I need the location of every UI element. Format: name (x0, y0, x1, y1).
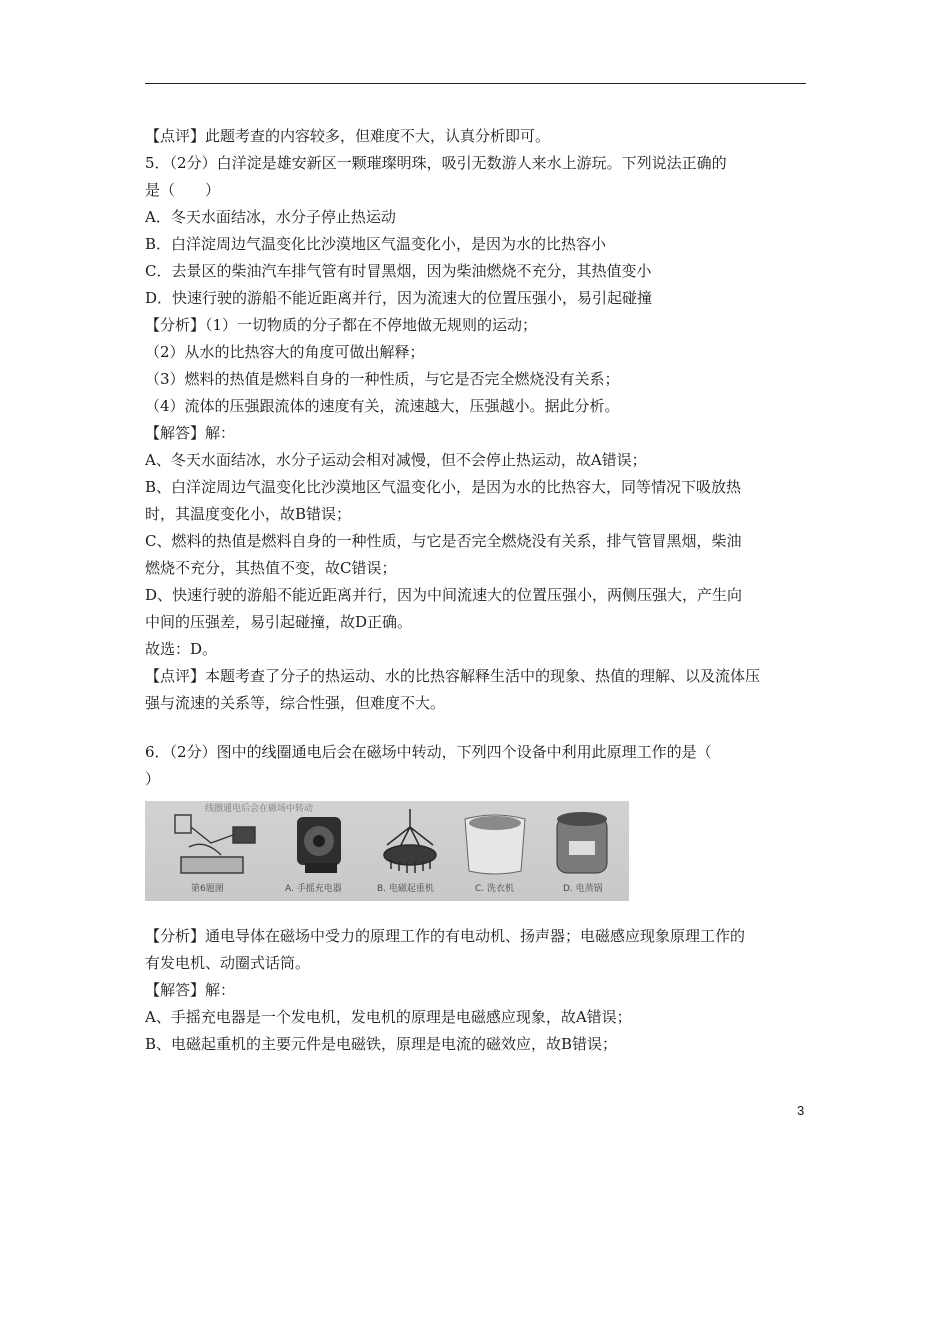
electromagnetic-crane-illustration (384, 809, 436, 873)
text-line: 有发电机、动圈式话筒。 (145, 954, 311, 972)
page-number: 3 (797, 1103, 805, 1118)
text-line: 【分析】（1）一切物质的分子都在不停地做无规则的运动； (145, 316, 538, 334)
text-line: 中间的压强差，易引起碰撞，故D正确。 (145, 613, 413, 631)
text-line: B．白洋淀周边气温变化比沙漠地区气温变化小，是因为水的比热容小 (145, 235, 607, 253)
text-line: A、冬天水面结冰，水分子运动会相对减慢，但不会停止热运动，故A错误； (145, 451, 647, 469)
text-line: C．去景区的柴油汽车排气管有时冒黑烟，因为柴油燃烧不充分，其热值变小 (145, 262, 652, 280)
text-line: 燃烧不充分，其热值不变，故C错误； (145, 559, 397, 577)
figure-caption-c: C. 洗衣机 (475, 884, 515, 894)
text-line: （2）从水的比热容大的角度可做出解释； (145, 343, 425, 361)
figure-caption-a: A. 手摇充电器 (285, 884, 342, 894)
text-line: 【分析】通电导体在磁场中受力的原理工作的有电动机、扬声器；电磁感应现象原理工作的 (145, 927, 746, 945)
text-line: 是（ ） (145, 181, 221, 199)
figure-top-text: 线圈通电后会在磁场中转动 (205, 804, 314, 814)
question-6-solution (145, 923, 809, 1058)
text-line: B、白洋淀周边气温变化比沙漠地区气温变化小，是因为水的比热容大，同等情况下吸放热 (145, 478, 742, 496)
text-line: （4）流体的压强跟流体的速度有关，流速越大，压强越小。据此分析。 (145, 397, 620, 415)
hand-crank-charger-illustration (297, 817, 341, 873)
text-line: D、快速行驶的游船不能近距离并行，因为中间流速大的位置压强小，两侧压强大，产生向 (145, 586, 743, 604)
text-line: 5．（2分）白洋淀是雄安新区一颗璀璨明珠，吸引无数游人来水上游玩。下列说法正确的 (145, 154, 727, 172)
electric-steamer-illustration (557, 812, 607, 873)
text-line: 【点评】此题考查的内容较多，但难度不大，认真分析即可。 (145, 127, 551, 145)
text-line: 【点评】本题考查了分子的热运动、水的比热容解释生活中的现象、热值的理解、以及流体压 (145, 667, 761, 685)
question-5-block (145, 123, 809, 717)
coil-apparatus-illustration (175, 815, 255, 873)
figure-caption-main: 第6题图 (191, 884, 224, 894)
text-line: 强与流速的关系等，综合性强，但难度不大。 (145, 694, 446, 712)
text-line: 时，其温度变化小，故B错误； (145, 505, 352, 523)
text-line: B、电磁起重机的主要元件是电磁铁，原理是电流的磁效应，故B错误； (145, 1035, 618, 1053)
text-line: A、手摇充电器是一个发电机，发电机的原理是电磁感应现象，故A错误； (145, 1008, 632, 1026)
washing-machine-illustration (465, 815, 525, 874)
text-line: 故选：D。 (145, 640, 218, 658)
figure-caption-b: B. 电磁起重机 (377, 884, 434, 894)
text-line: （3）燃料的热值是燃料自身的一种性质，与它是否完全燃烧没有关系； (145, 370, 620, 388)
page-content (145, 123, 809, 1058)
question-6-figure (145, 801, 629, 901)
header-rule (145, 83, 806, 84)
text-line: 【解答】解： (145, 424, 236, 442)
text-line: C、燃料的热值是燃料自身的一种性质，与它是否完全燃烧没有关系，排气管冒黑烟，柴油 (145, 532, 742, 550)
figure-caption-d: D. 电蒸锅 (563, 884, 603, 894)
text-line: 6．（2分）图中的线圈通电后会在磁场中转动，下列四个设备中利用此原理工作的是（ (145, 743, 712, 761)
question-6-stem (145, 739, 809, 793)
text-line: 【解答】解： (145, 981, 236, 999)
text-line: D．快速行驶的游船不能近距离并行，因为流速大的位置压强小，易引起碰撞 (145, 289, 653, 307)
text-line: ） (145, 770, 161, 788)
text-line: A．冬天水面结冰，水分子停止热运动 (145, 208, 396, 226)
